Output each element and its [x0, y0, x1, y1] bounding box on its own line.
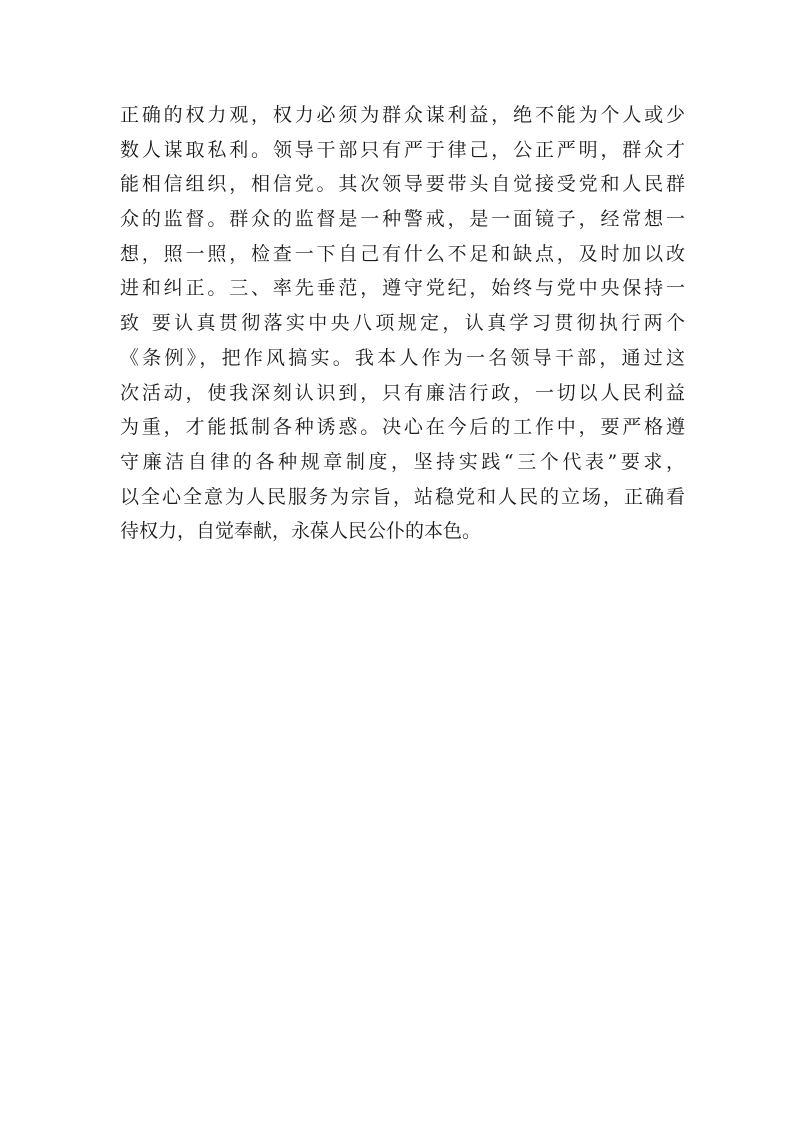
text-line: 待权力，自觉奉献，永葆人民公仆的本色。	[120, 520, 482, 543]
text-line: 众的监督。群众的监督是一种警戒，是一面镜子，经常想一	[120, 208, 685, 231]
text-line: 致 要认真贯彻落实中央八项规定，认真学习贯彻执行两个	[120, 312, 685, 335]
text-line: 守廉洁自律的各种规章制度，坚持实践“三个代表”要求，	[120, 450, 685, 473]
text-line: 《条例》，把作风搞实。我本人作为一名领导干部，通过这	[120, 346, 685, 369]
text-line: 为重，才能抵制各种诱惑。决心在今后的工作中，要严格遵	[120, 416, 685, 439]
text-line: 能相信组织，相信党。其次领导要带头自觉接受党和人民群	[120, 173, 685, 196]
text-line: 次活动，使我深刻认识到，只有廉洁行政，一切以人民利益	[120, 381, 685, 404]
text-line: 正确的权力观，权力必须为群众谋利益，绝不能为个人或少	[120, 104, 685, 126]
text-line: 以全心全意为人民服务为宗旨，站稳党和人民的立场，正确看	[120, 485, 685, 508]
text-line: 进和纠正。三、率先垂范，遵守党纪，始终与党中央保持一	[120, 277, 685, 300]
body-paragraph	[120, 98, 685, 549]
text-line: 数人谋取私利。领导干部只有严于律己，公正严明，群众才	[120, 138, 685, 161]
text-line: 想，照一照，检查一下自己有什么不足和缺点，及时加以改	[120, 242, 685, 265]
